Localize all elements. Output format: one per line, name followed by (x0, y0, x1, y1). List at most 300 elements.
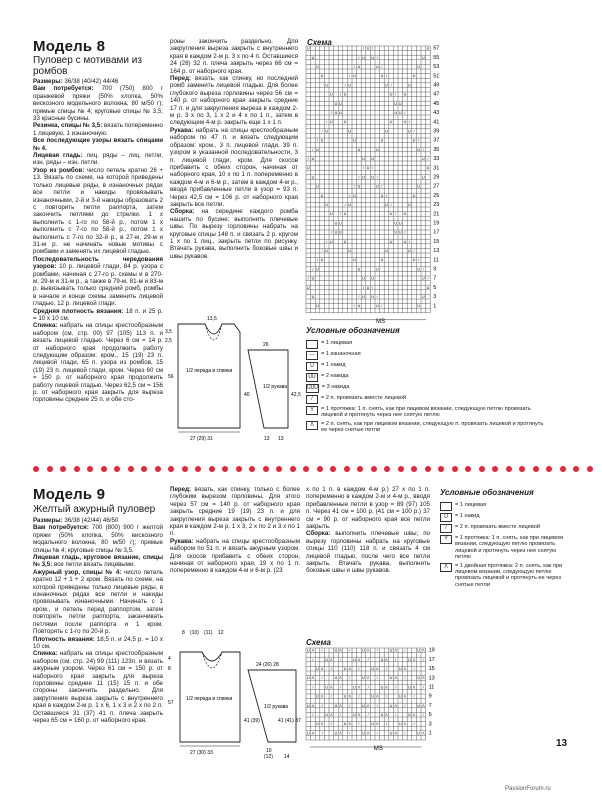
svg-text:/: / (312, 685, 314, 690)
svg-text:Λ: Λ (376, 722, 379, 727)
svg-text:U: U (375, 184, 379, 189)
divider-dot (128, 466, 134, 472)
svg-text:U: U (348, 83, 352, 88)
svg-text:U: U (412, 193, 416, 198)
row-number: 5 (428, 712, 432, 719)
svg-text:/: / (385, 694, 388, 699)
svg-text:U: U (394, 101, 398, 106)
legend-text: = 1 накид (455, 513, 480, 519)
svg-text:U: U (339, 110, 342, 115)
svg-text:U: U (366, 285, 370, 290)
svg-text:U: U (398, 221, 402, 226)
paragraph (33, 554, 163, 569)
svg-text:Λ: Λ (311, 648, 315, 653)
paragraph-body: 700 (800) 900 г желтой пряжи (50% хлопка, 50% вискозного модального волокна, 80 м/50 г); прямые спицы № 4; круговые спицы № 3,5. (33, 524, 163, 554)
model9-schema-grid (306, 648, 556, 758)
m9-size-left-mid: 57 (168, 700, 174, 706)
paragraph (306, 486, 430, 530)
paragraph (33, 137, 163, 152)
svg-text:/: / (413, 129, 415, 134)
row-number: 1 (428, 730, 432, 737)
svg-text:U: U (417, 184, 421, 189)
svg-text:/: / (408, 120, 411, 125)
divider-dot (263, 466, 269, 472)
svg-text:U: U (311, 55, 315, 60)
svg-text:U: U (421, 276, 425, 281)
legend-text: = 1 лицевая (455, 502, 487, 508)
svg-text:U: U (352, 193, 356, 198)
legend-text: = 2 п. провязать вместе лицевой (455, 524, 541, 530)
svg-text:U: U (352, 258, 356, 263)
svg-text:U: U (389, 120, 393, 125)
row-number: 37 (433, 137, 440, 144)
svg-text:U: U (329, 92, 333, 97)
svg-text:Λ: Λ (394, 703, 397, 708)
svg-text:U: U (329, 120, 333, 125)
svg-text:Λ: Λ (357, 657, 361, 662)
svg-text:U: U (426, 166, 430, 171)
paragraph-lead: Средняя плотность вязания: (33, 307, 124, 315)
svg-text:/: / (395, 712, 397, 717)
divider-dot (101, 466, 107, 472)
svg-text:Λ: Λ (422, 731, 425, 736)
paragraph-body: 36/38 (42/44) 46/50 (62, 517, 119, 524)
svg-text:Λ: Λ (330, 712, 333, 717)
svg-text:U: U (371, 294, 375, 299)
row-number: 9 (428, 693, 432, 700)
divider-dot (290, 466, 296, 472)
paragraph-lead: Рукава: (170, 537, 194, 545)
m9-sleeve-bottom-1: 10 (266, 748, 272, 754)
m9-size-top-1: 8 (182, 630, 185, 636)
svg-text:U: U (371, 175, 375, 180)
divider-dot (438, 466, 444, 472)
svg-text:U: U (325, 685, 329, 690)
svg-text:U: U (357, 267, 361, 272)
legend-item (306, 395, 546, 404)
paragraph-body: 36/38 (40/42) 44/46 (62, 78, 119, 85)
ms-label: MS (373, 746, 383, 752)
svg-text:U: U (385, 83, 388, 88)
svg-text:U: U (412, 138, 416, 143)
svg-text:/: / (418, 258, 420, 263)
legend-text: = 2 п. снять, как при лицевом вязании, следующую п. провязать лицевой и протянуть ее через снятые петли (321, 420, 544, 434)
svg-text:Λ: Λ (403, 666, 407, 671)
paragraph-body: 18 п. и 25 р. = 10 х 10 см. (33, 307, 163, 322)
svg-text:U: U (398, 230, 402, 235)
m8-size-top: 13,5 (207, 316, 217, 322)
legend-text: = 1 протяжка: 1 п. снять, как при лицевом вязании, следующую петлю провязать лицевой и протянуть через нее снятую петлю (455, 535, 564, 561)
legend-text: = 1 накид (321, 362, 346, 368)
m9-sleeve-bottom-2: (12) (264, 754, 273, 760)
ms-label: MS (376, 318, 386, 325)
svg-text:/: / (312, 267, 314, 272)
svg-text:/: / (418, 138, 420, 143)
svg-text:U: U (412, 258, 416, 263)
svg-text:U: U (311, 175, 315, 180)
svg-text:U: U (389, 92, 393, 97)
paragraph (33, 85, 163, 122)
svg-text:U: U (371, 666, 375, 671)
legend-symbol: Y (440, 535, 452, 544)
m9-sleeve-label: 1/2 рукава (264, 704, 289, 710)
svg-text:U: U (348, 248, 352, 253)
svg-text:/: / (362, 285, 365, 290)
divider-dot (533, 466, 539, 472)
svg-text:U: U (357, 147, 361, 152)
svg-text:U: U (348, 129, 352, 134)
paragraph-body: число петель кратно 26 + 13. Вязать по схеме, на которой приведены только лицевые ряды, в изнаночных рядах все петли и накиды провязывать изнаночными, 2-й и 3-й накиды образовать 2 с повторить петли раппорта, затем закончить петлями до стрелки. 1 х выполнить с 1-го по 58-й р., потом 1 х выполнить с 7-го по 58-й р., потом 1 х выполнить с 7-го по 32-й р., в 27-м, 29-м и 31-м р. не начинать новые мотивы с ромбами и заменять их лицевой гладью. (33, 166, 163, 256)
divider-dot (33, 466, 39, 472)
legend-text: = 1 изнаночная (321, 351, 361, 357)
paragraph-lead: Лицевая гладь: (33, 152, 83, 160)
row-number: 29 (433, 174, 440, 181)
paragraph-lead: Перед: (170, 486, 192, 493)
legend-symbol: / (306, 395, 318, 404)
svg-text:U: U (334, 648, 338, 653)
svg-text:/: / (321, 703, 323, 708)
svg-text:U: U (417, 267, 421, 272)
svg-text:U: U (417, 648, 421, 653)
paragraph (170, 486, 300, 538)
row-number: 7 (433, 275, 437, 282)
svg-text:/: / (307, 156, 309, 161)
svg-text:/: / (316, 138, 319, 143)
legend-symbol: UU (306, 373, 318, 382)
svg-text:/: / (385, 74, 388, 79)
svg-text:/: / (339, 92, 342, 97)
model9-text-column-1 (33, 517, 163, 757)
svg-text:U: U (325, 202, 329, 207)
svg-text:U: U (380, 193, 384, 198)
svg-text:Λ: Λ (320, 694, 324, 699)
legend-symbol (440, 502, 452, 511)
svg-text:Λ: Λ (366, 676, 370, 681)
svg-text:Λ: Λ (385, 685, 388, 690)
model8-schema-grid (306, 45, 546, 325)
paragraph-body: набрать на спицы крестообразным набором по 47 п. и вязать следующим образом: кром., 3 п. лицевой глади, 39 п. узором в указанной последовательности, 3 п. лицевой глади, кром. Для скосов прибавить с обеих сторон, начиная от наборного края, 10 х по 1 п. попеременно в каждом 4-м и 6-м р., затем в каждом 4-м р., вводя прибавленные петли в узор = 93 п. Через 42,5 см = 106 р. от наборного края закрыть все петли. (170, 126, 298, 208)
svg-text:U: U (316, 666, 319, 671)
row-number: 17 (433, 229, 440, 236)
divider-dot (371, 466, 377, 472)
row-number: 13 (433, 248, 440, 255)
svg-text:/: / (367, 657, 369, 662)
divider-dot (236, 466, 242, 472)
model9-legend (440, 502, 565, 590)
svg-text:U: U (403, 120, 407, 125)
svg-text:U: U (352, 74, 356, 79)
svg-text:U: U (371, 276, 375, 281)
svg-text:Λ: Λ (339, 676, 342, 681)
svg-text:U: U (352, 138, 356, 143)
svg-text:U: U (343, 239, 347, 244)
row-number: 1 (433, 303, 437, 310)
paragraph-body: х по 1 п. в каждом 4-м р.) 27 х по 1 п. попеременно в каждом 2-м и 4-м р., вводя прибавленные петли в узор = 89 (97) 105 п. Через 41 см = 100 р. (41 см = 100 р.) 37 см = 90 р. от наборного края все петли закрыть. (306, 486, 430, 531)
m9-sleeve-right: 41 (41) 37 (278, 718, 301, 724)
svg-text:U: U (417, 676, 421, 681)
svg-text:U: U (362, 55, 365, 60)
svg-text:U: U (426, 285, 430, 290)
divider-dot (411, 466, 417, 472)
legend-symbol: UUU (307, 385, 318, 391)
m9-body-label: 1/2 переда и спинки (186, 696, 233, 702)
row-number: 19 (428, 647, 435, 654)
svg-text:/: / (413, 666, 415, 671)
legend-symbol (306, 340, 318, 349)
model8-legend-title: Условные обозначения (306, 326, 400, 335)
svg-text:U: U (421, 294, 425, 299)
svg-text:U: U (329, 212, 333, 217)
svg-text:/: / (404, 648, 406, 653)
svg-text:U: U (320, 258, 324, 263)
model8-schema-title: Схема (307, 38, 332, 47)
svg-text:U: U (389, 731, 393, 736)
svg-text:U: U (339, 101, 342, 106)
svg-text:/: / (330, 230, 332, 235)
divider-dot (573, 466, 579, 472)
svg-text:U: U (398, 110, 402, 115)
svg-text:/: / (312, 147, 314, 152)
watermark: PassionForum.ru (505, 786, 551, 792)
svg-text:U: U (371, 722, 375, 727)
svg-text:U: U (385, 248, 388, 253)
svg-text:/: / (312, 657, 314, 662)
paragraph (170, 208, 298, 260)
legend-text: = 1 лицевая (321, 340, 353, 346)
svg-text:/: / (404, 676, 406, 681)
svg-text:/: / (404, 703, 406, 708)
paragraph-body: набрать на спицы крестообразным набором (см. стр. 24) 99 (111) 123п. и вязать ажурным узором. Через 61 см = 150 р. от наборного края закрыть для выреза горловины средние 11 (15) 15 п. и обе стороны закончить раздельно. Для закругления выреза закрыть с внутреннего края в каждом 2-м р. 1 х 6, 1 х 3 и 2 х по 2 п. Оставшиеся 31 (37) 41 п. плеча закрыть через 65 см = 160 р. от наборного края. (33, 650, 163, 724)
svg-text:U: U (366, 166, 370, 171)
svg-text:/: / (326, 239, 328, 244)
svg-text:U: U (316, 147, 319, 152)
divider-dot (195, 466, 201, 472)
svg-text:Λ: Λ (412, 657, 416, 662)
paragraph (33, 78, 163, 85)
divider-dot (155, 466, 161, 472)
svg-text:U: U (316, 64, 319, 69)
svg-text:U: U (375, 267, 379, 272)
row-number: 9 (433, 266, 437, 273)
svg-text:/: / (349, 74, 351, 79)
divider-dot (141, 466, 147, 472)
svg-text:U: U (398, 101, 402, 106)
row-number: 53 (433, 64, 440, 71)
row-number: 57 (433, 45, 440, 52)
svg-text:Λ: Λ (376, 694, 379, 699)
legend-text: = 2 накида (321, 373, 349, 379)
grid-cells (306, 46, 430, 313)
divider-dot (249, 466, 255, 472)
row-number: 43 (433, 110, 440, 117)
row-number: 51 (433, 73, 440, 80)
svg-text:U: U (371, 694, 375, 699)
legend-text: = 1 протяжка: 1 п. снять, как при лицевом вязании, следующую петлю провязать лицевой и протянуть через нее снятую петлю (321, 406, 531, 419)
model9-text-column-2 (170, 486, 300, 618)
row-number: 47 (433, 91, 440, 98)
svg-text:/: / (326, 120, 328, 125)
svg-text:/: / (385, 722, 388, 727)
divider-dot (506, 466, 512, 472)
svg-text:Λ: Λ (348, 694, 351, 699)
svg-text:Λ: Λ (366, 703, 370, 708)
svg-text:/: / (376, 175, 378, 180)
m9-sleeve-left: 41 (39) (244, 718, 260, 724)
svg-text:U: U (316, 722, 319, 727)
svg-text:/: / (376, 676, 378, 681)
row-number: 23 (433, 202, 440, 209)
svg-text:Λ: Λ (339, 703, 342, 708)
svg-text:U: U (362, 156, 365, 161)
paragraph-lead: Лицевая гладь, круговое вязание, спицы № 3,5: (33, 554, 163, 569)
legend-symbol: — (306, 351, 318, 360)
model9-pattern-diagram (160, 622, 310, 762)
paragraph (33, 152, 163, 167)
paragraph-lead: Последовательность чередования узоров: (33, 255, 163, 271)
row-number: 21 (433, 211, 440, 218)
paragraph (170, 538, 300, 575)
paragraph-lead: Сборка: (306, 530, 331, 538)
svg-text:Λ: Λ (320, 666, 324, 671)
svg-text:U: U (334, 101, 338, 106)
row-number: 49 (433, 82, 440, 89)
paragraph-body: роны закончить раздельно. Для закругления выреза закрыть с внутреннего края в каждом 2-м р. 3 х по 4 п. Оставшиеся 24 (28) 32 п. плеча закрыть через 66 см = 164 р. от наборного края. (170, 38, 298, 75)
svg-text:U: U (343, 666, 347, 671)
svg-text:U: U (398, 666, 402, 671)
row-number: 5 (433, 284, 437, 291)
svg-text:Λ: Λ (348, 722, 351, 727)
svg-text:U: U (306, 731, 310, 736)
paragraph-lead: Перед: (170, 75, 192, 83)
paragraph (33, 636, 163, 651)
svg-text:U: U (320, 193, 324, 198)
svg-text:U: U (380, 685, 384, 690)
page-number: 13 (556, 738, 568, 749)
svg-text:U: U (421, 175, 425, 180)
paragraph-lead: Все последующие узоры вязать спицами № 4. (33, 137, 163, 152)
m8-sleeve-top: 26 (263, 342, 269, 348)
svg-text:U: U (306, 166, 310, 171)
svg-text:/: / (427, 276, 429, 281)
svg-text:U: U (375, 147, 379, 152)
svg-text:U: U (320, 74, 324, 79)
svg-text:/: / (358, 722, 360, 727)
svg-text:U: U (380, 657, 384, 662)
svg-text:U: U (389, 212, 393, 217)
svg-text:U: U (362, 175, 365, 180)
divider-dot (276, 466, 282, 472)
legend-symbol: Λ (440, 563, 452, 572)
legend-item (306, 362, 546, 371)
svg-text:Λ: Λ (403, 694, 407, 699)
divider-dot (560, 466, 566, 472)
svg-text:/: / (413, 694, 415, 699)
svg-text:U: U (325, 248, 329, 253)
legend-item (306, 373, 546, 382)
svg-text:Λ: Λ (412, 685, 416, 690)
svg-text:U: U (385, 129, 388, 134)
svg-text:Λ: Λ (422, 648, 425, 653)
svg-text:/: / (413, 248, 415, 253)
model9-legend-title: Условные обозначения (440, 488, 534, 497)
model8-pattern-diagram (160, 310, 308, 450)
paragraph-body: лиц. ряды – лиц. петли, изн. ряды – изн. петли. (33, 152, 163, 167)
svg-text:/: / (427, 156, 429, 161)
svg-text:Λ: Λ (311, 703, 315, 708)
svg-text:/: / (353, 304, 355, 309)
svg-text:U: U (311, 276, 315, 281)
svg-text:/: / (422, 685, 424, 690)
svg-text:Λ: Λ (385, 712, 388, 717)
svg-text:U: U (339, 230, 342, 235)
svg-text:/: / (353, 64, 355, 69)
divider-dot (330, 466, 336, 472)
svg-text:U: U (389, 676, 393, 681)
legend-item (306, 421, 546, 434)
svg-text:/: / (316, 258, 319, 263)
m8-sleeve-label: 1/2 рукава (263, 384, 288, 390)
m8-size-bottom: 27 (29) 31 (190, 436, 213, 442)
divider-dot (209, 466, 215, 472)
svg-text:U: U (334, 676, 338, 681)
svg-text:U: U (394, 221, 398, 226)
legend-item (440, 535, 565, 561)
svg-text:/: / (358, 175, 360, 180)
divider-dot (74, 466, 80, 472)
svg-text:U: U (352, 685, 356, 690)
svg-text:U: U (412, 74, 416, 79)
svg-text:Λ: Λ (311, 731, 315, 736)
paragraph (170, 75, 298, 127)
svg-text:Λ: Λ (357, 685, 361, 690)
model9-subtitle: Желтый ажурный пуловер (33, 504, 156, 515)
svg-text:/: / (362, 166, 365, 171)
m9-size-top-4: 12 (218, 630, 224, 636)
svg-text:Λ: Λ (320, 722, 324, 727)
svg-text:/: / (404, 731, 406, 736)
svg-text:U: U (325, 129, 329, 134)
m9-size-bottom: 27 (30) 33 (190, 750, 213, 756)
paragraph-body: 700 (750) 800 г оранжевой пряжи (50% хлопка, 50% вискозного модельного волокна, 80 м/50 г); прямые спицы № 4; круговые спицы № 3,5; 33 красные бусины. (33, 85, 163, 123)
svg-text:U: U (380, 258, 384, 263)
m9-size-top-3: (11) (204, 630, 213, 636)
svg-text:U: U (362, 276, 365, 281)
paragraph-lead: Плотность вязания: (33, 635, 95, 643)
row-number: 25 (433, 192, 440, 199)
svg-text:/: / (330, 694, 332, 699)
divider-dot (452, 466, 458, 472)
svg-text:/: / (381, 184, 383, 189)
svg-text:U: U (403, 212, 407, 217)
svg-text:/: / (381, 304, 383, 309)
row-number: 35 (433, 146, 440, 153)
svg-text:/: / (422, 267, 424, 272)
svg-text:U: U (426, 46, 430, 51)
svg-text:U: U (380, 74, 384, 79)
svg-text:U: U (375, 64, 379, 69)
row-number: 41 (433, 119, 440, 126)
svg-text:/: / (385, 666, 388, 671)
svg-text:U: U (408, 248, 411, 253)
svg-text:U: U (320, 138, 324, 143)
paragraph (306, 530, 430, 574)
svg-text:U: U (306, 648, 310, 653)
svg-text:U: U (348, 202, 352, 207)
svg-text:U: U (325, 712, 329, 717)
svg-text:U: U (380, 712, 384, 717)
divider-dot (425, 466, 431, 472)
model8-text-column-2 (170, 38, 298, 308)
